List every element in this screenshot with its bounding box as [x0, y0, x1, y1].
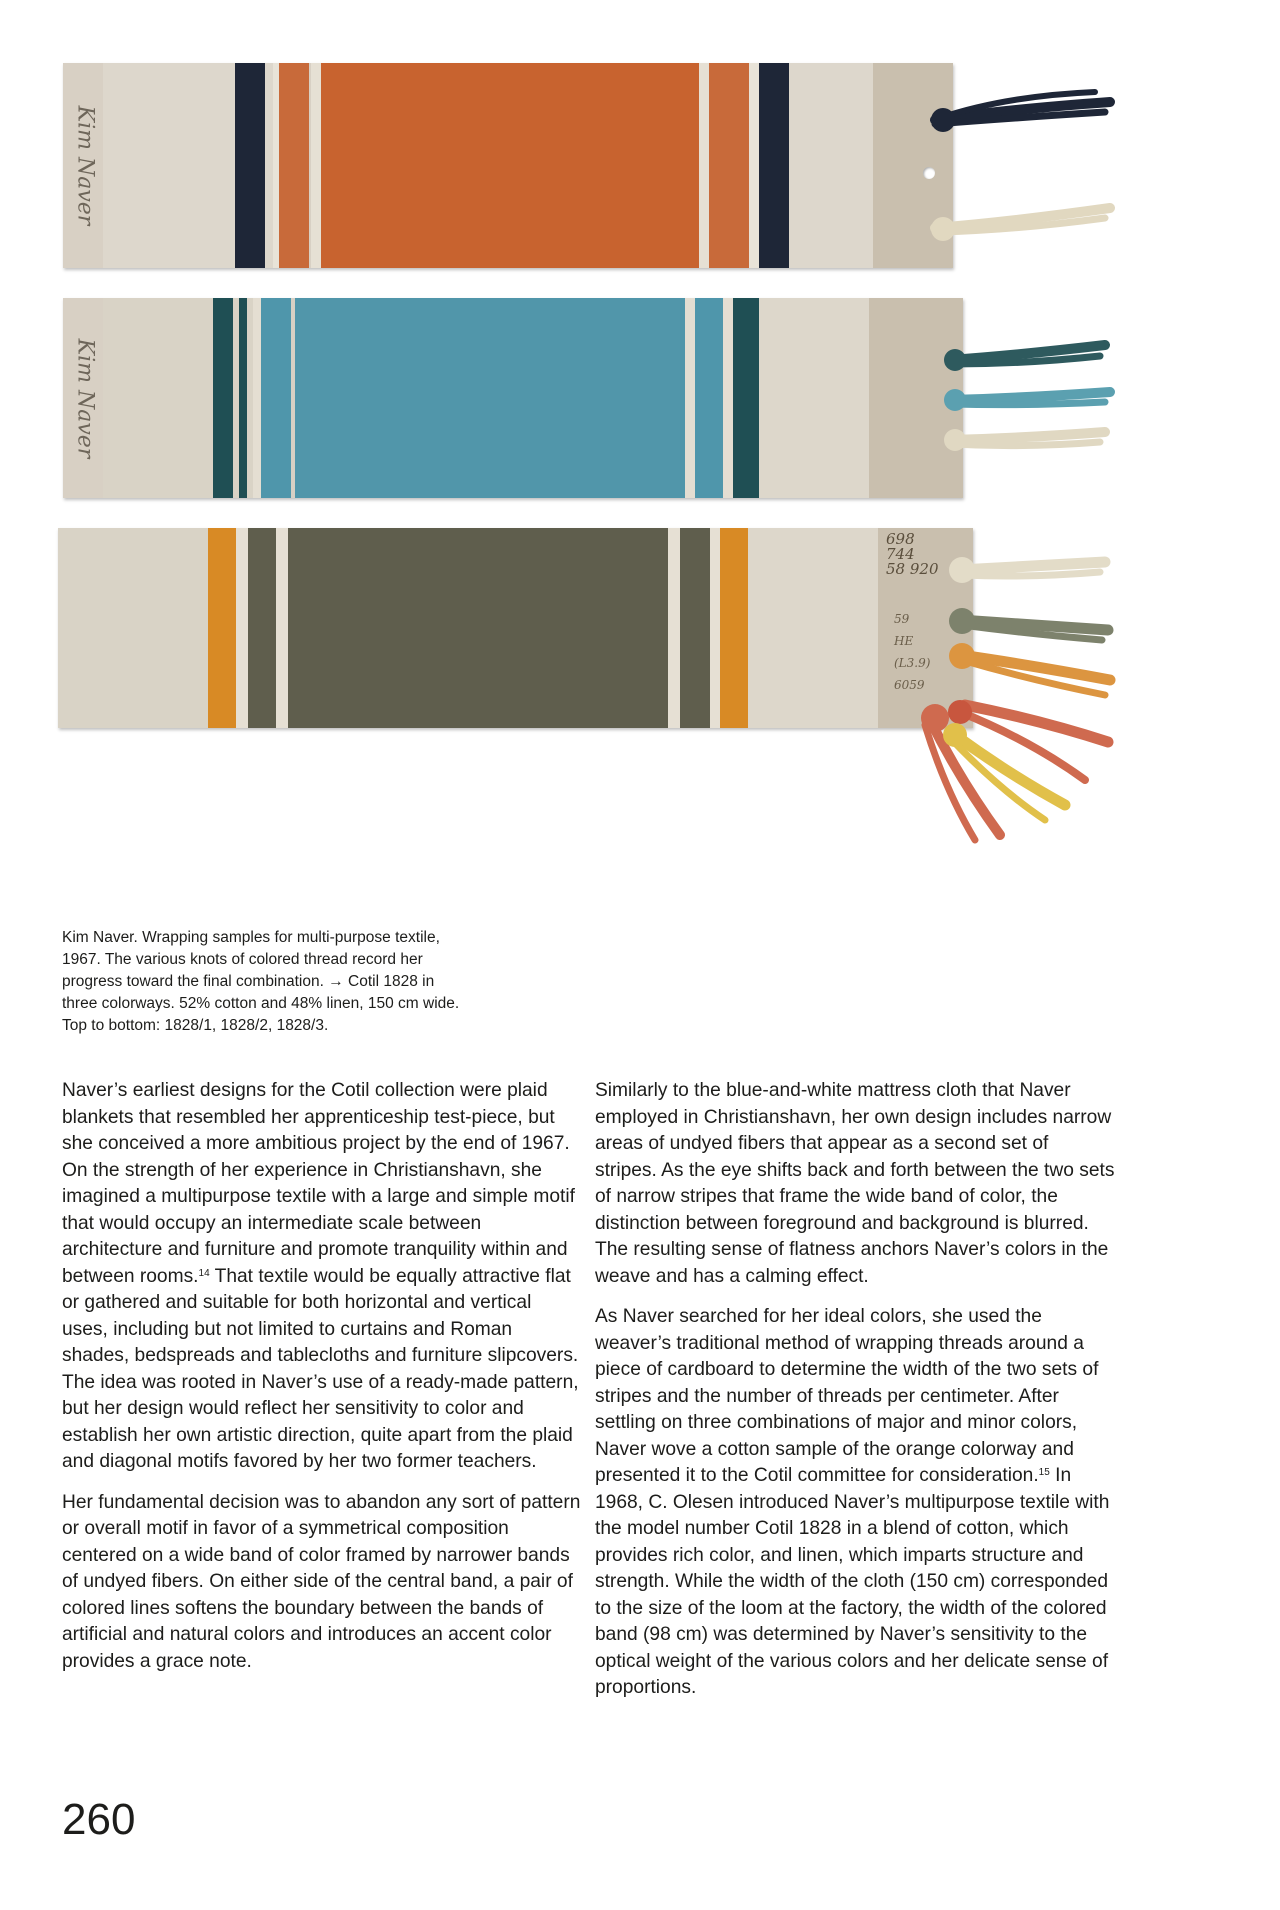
- paragraph: Similarly to the blue-and-white mattress cloth that Naver employed in Christianshavn, her own design includes narrow areas of undyed fibers that appear as a second set of stripes. As the eye shifts back and forth between the two sets of narrow stripes that frame the wide band of color, the distinction between foreground and background is blurred. The resulting sense of flatness anchors Naver’s colors in the weave and has a calming effect.: [595, 1080, 1115, 1287]
- paragraph: Naver’s earliest designs for the Cotil collection were plaid blankets that resembled her apprenticeship test-piece, but she conceived a more ambitious project by the end of 1967. On the strength of her experience in Christianshavn, she imagined a multipurpose textile with a large and simple motif that would occupy an intermediate scale between architecture and furniture and promote tranquility within and between rooms.$^{14}$ That textile would be equally attractive flat or gathered and suitable for both horizontal and vertical uses, including but not limited to curtains and Roman shades, bedspreads and tablecloths and furniture slipcovers. The idea was rooted in Naver’s use of a ready-made pattern, but her design would reflect her sensitivity to color and establish her own artistic direction, quite apart from the plaid and diagonal motifs favored by her two former teachers.: [62, 1080, 579, 1472]
- thread-tassels: [0, 0, 1280, 860]
- olive-thread-tassel: [949, 608, 1108, 640]
- cream-thread-tassel: [931, 208, 1110, 241]
- handwritten-color-numbers: 698 744 58 920: [886, 530, 939, 578]
- navy-thread-tassel: [931, 92, 1110, 132]
- footnote-reference: 14: [198, 1267, 210, 1279]
- handwritten-signature: Kim Naver: [72, 105, 98, 226]
- caption-line: Kim Naver. Wrapping samples for multi-purpose textile,: [62, 929, 440, 946]
- paragraph: As Naver searched for her ideal colors, she used the weaver’s traditional method of wrapping threads around a piece of cardboard to determine the width of the two sets of stripes and the number of threads per centimeter. After settling on three combinations of major and minor colors, Naver wove a cotton sample of the orange colorway and presented it to the Cotil committee for consideration.$^{15}$ In 1968, C. Olesen introduced Naver’s multipurpose textile with the model number Cotil 1828 in a blend of cotton, which provides rich color, and linen, which imparts structure and strength. While the width of the cloth (150 cm) corresponded to the size of the loom at the factory, the width of the colored band (98 cm) was determined by Naver’s sensitivity to the optical weight of the various colors and her delicate sense of proportions.: [595, 1306, 1110, 1698]
- teal-thread-tassel: [944, 389, 1110, 411]
- handwritten-color-notes: 59 HE (L3.9) 6059: [894, 612, 931, 692]
- caption-line: progress toward the final combination. → Cotil 1828 in: [62, 973, 435, 990]
- caption-line: 1967. The various knots of colored thread record her: [62, 951, 423, 968]
- cream-thread-tassel: [949, 557, 1105, 583]
- cream-thread-tassel: [944, 429, 1105, 451]
- body-column-left: [62, 1078, 582, 1689]
- page-number: 260: [62, 1795, 136, 1844]
- caption-line: three colorways. 52% cotton and 48% linen, 150 cm wide.: [62, 995, 460, 1012]
- figure-caption: [62, 927, 492, 1037]
- paragraph: Her fundamental decision was to abandon any sort of pattern or overall motif in favor of a symmetrical composition centered on a wide band of color framed by narrower bands of undyed fibers. On either side of the central band, a pair of colored lines softens the boundary between the bands of artificial and natural colors and introduces an accent color provides a grace note.: [62, 1491, 581, 1672]
- body-column-right: [595, 1078, 1115, 1716]
- caption-line: Top to bottom: 1828/1, 1828/2, 1828/3.: [62, 1017, 329, 1034]
- footnote-reference: 15: [1038, 1467, 1050, 1478]
- handwritten-signature: Kim Naver: [72, 338, 98, 458]
- ochre-thread-tassel: [949, 643, 1110, 695]
- dark-teal-thread-tassel: [944, 345, 1105, 371]
